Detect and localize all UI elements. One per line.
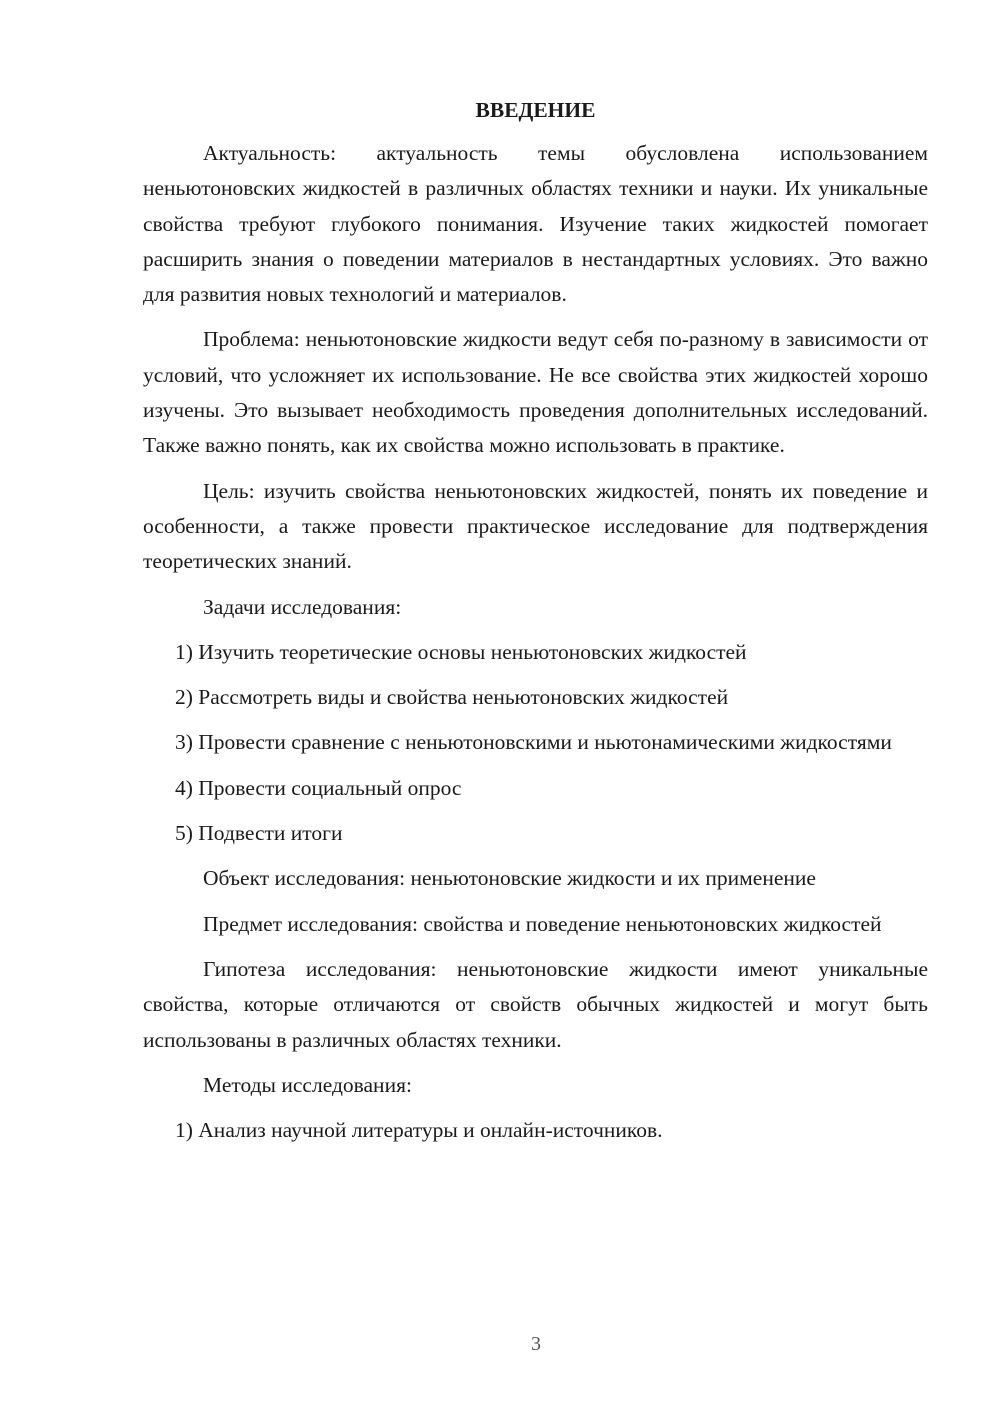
goal-paragraph: Цель: изучить свойства неньютоновских жидкостей, понять их поведение и особенности, а также провести практическое исследование для подтверждения теоретических знаний. — [143, 478, 928, 574]
methods-heading: Методы исследования: — [203, 1072, 412, 1097]
task-item: 1) Изучить теоретические основы неньютоновских жидкостей — [175, 639, 747, 664]
task-item: 5) Подвести итоги — [175, 821, 343, 846]
relevance-paragraph: Актуальность: актуальность темы обусловлена использованием неньютоновских жидкостей в различных областях техники и науки. Их уникальные свойства требуют глубокого понимания. Изучение таких жидкостей помогает расширить знания о поведении материалов в нестандартных условиях. Это важно для развития новых технологий и материалов. — [143, 141, 928, 307]
task-item: 4) Провести социальный опрос — [175, 775, 462, 800]
task-item: 3) Провести сравнение с неньютоновскими и ньютонамическими жидкостями — [175, 730, 892, 755]
tasks-heading: Задачи исследования: — [203, 594, 402, 619]
tasks-list — [143, 635, 928, 851]
document-title: ВВЕДЕНИЕ — [475, 98, 596, 122]
subject-paragraph: Предмет исследования: свойства и поведение неньютоновских жидкостей — [203, 911, 882, 936]
object-paragraph: Объект исследования: неньютоновские жидкости и их применение — [203, 866, 816, 891]
method-item: 1) Анализ научной литературы и онлайн-источников. — [175, 1118, 663, 1143]
document-page — [143, 92, 928, 1158]
problem-paragraph: Проблема: неньютоновские жидкости ведут себя по-разному в зависимости от условий, что усложняет их использование. Не все свойства этих жидкостей хорошо изучены. Это вызывает необходимость проведения дополнительных исследований. Также важно понять, как их свойства можно использовать в практике. — [143, 327, 928, 458]
task-item: 2) Рассмотреть виды и свойства неньютоновских жидкостей — [175, 685, 729, 710]
hypothesis-paragraph: Гипотеза исследования: неньютоновские жидкости имеют уникальные свойства, которые отличаются от свойств обычных жидкостей и могут быть использованы в различных областях техники. — [143, 956, 928, 1052]
methods-list — [143, 1113, 928, 1148]
page-number: 3 — [531, 1333, 541, 1355]
